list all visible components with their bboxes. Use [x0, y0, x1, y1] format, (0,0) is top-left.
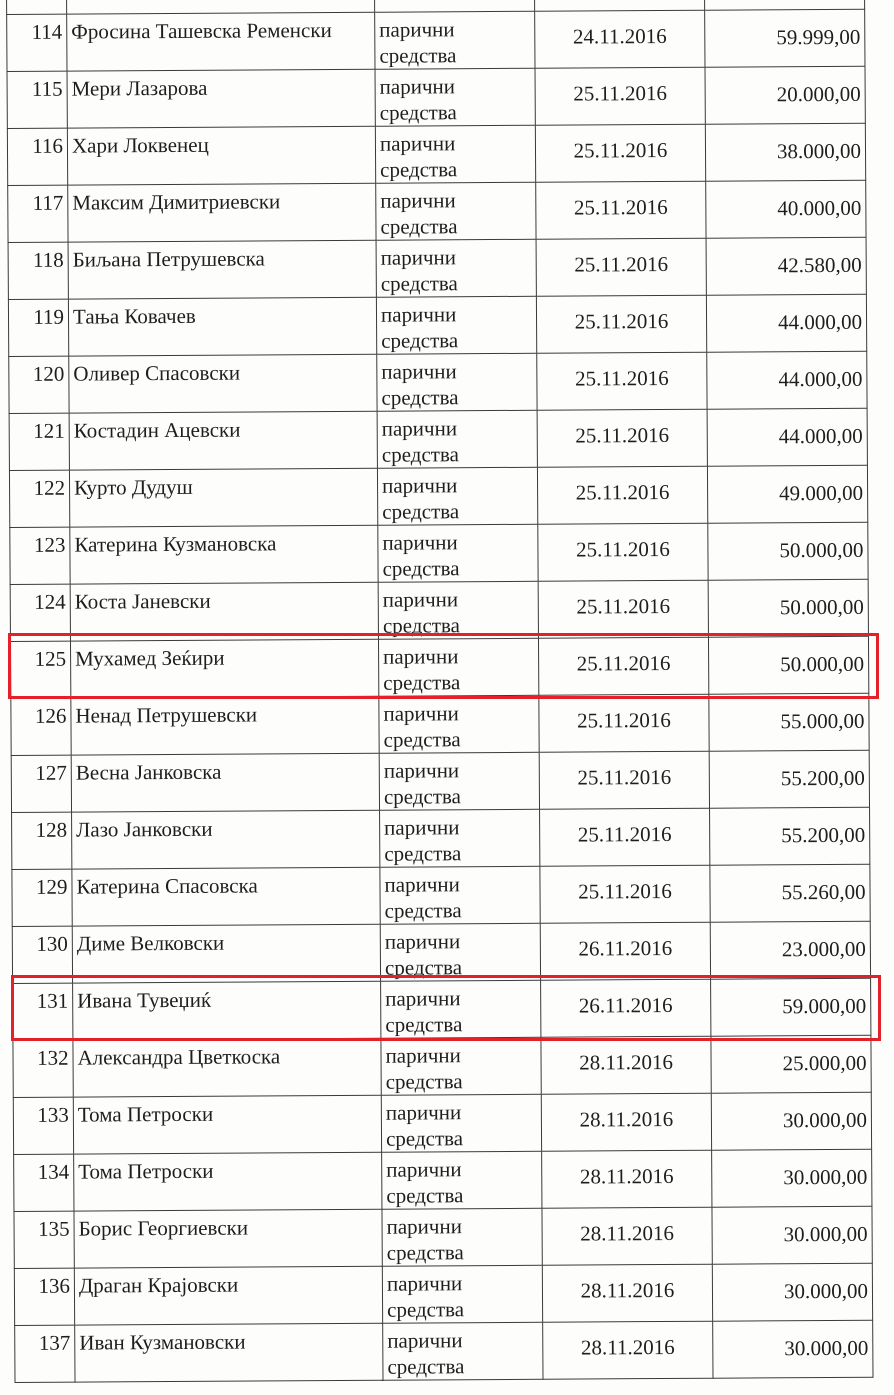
donation-amount: 44.000,00	[707, 351, 867, 409]
donation-type-line2: средства	[379, 100, 457, 125]
donation-date: 28.11.2016	[542, 1150, 712, 1208]
donation-amount: 55.200,00	[709, 750, 869, 808]
donor-name: Катерина Кузмановска	[70, 525, 378, 584]
donation-type-line2: средства	[387, 1297, 465, 1322]
donation-type-line1: парични	[380, 188, 456, 213]
donation-type-line2: средства	[385, 1126, 464, 1151]
donation-type	[375, 11, 535, 69]
donation-type-line2: средства	[385, 1069, 463, 1094]
row-number: 124	[10, 584, 70, 641]
donation-type-line1: парични	[386, 1214, 462, 1239]
table-row	[9, 408, 867, 470]
donation-date: 25.11.2016	[538, 580, 708, 638]
table-row	[10, 636, 868, 698]
donation-type-line1: парични	[387, 1328, 463, 1353]
donation-type-line1: парични	[384, 872, 460, 897]
row-number: 117	[8, 185, 68, 242]
donation-type-line2: средства	[382, 613, 460, 638]
table-row	[9, 465, 867, 527]
donation-type	[383, 1322, 543, 1380]
donation-type-line1: парични	[379, 17, 455, 42]
donation-type-line2: средства	[385, 1012, 463, 1037]
donation-type	[382, 1265, 542, 1323]
donation-type-line1: парични	[383, 644, 459, 669]
row-number: 125	[10, 641, 70, 698]
table-row	[11, 750, 869, 812]
donation-amount: 44.000,00	[706, 294, 866, 352]
donation-type-line2: средства	[380, 214, 458, 239]
table-row	[10, 522, 868, 584]
table-row	[7, 66, 865, 128]
table-row	[13, 1035, 871, 1097]
donation-type-line2: средства	[381, 328, 459, 353]
donation-type	[378, 638, 538, 696]
donation-type-line1: парични	[381, 359, 457, 384]
donation-amount: 50.000,00	[708, 636, 868, 694]
donor-name: Борис Георгиевски	[74, 1209, 382, 1268]
donor-name: Мухамед Зеќири	[70, 639, 378, 698]
donation-amount: 23.000,00	[710, 921, 870, 979]
donation-amount: 30.000,00	[712, 1263, 872, 1321]
row-number: 120	[9, 356, 69, 413]
donation-type-line1: парични	[380, 245, 457, 270]
table-row	[7, 123, 865, 185]
donation-type	[376, 296, 536, 354]
donation-type-line2: средства	[387, 1354, 465, 1379]
donor-name: Фросина Ташевска Ременски	[67, 12, 375, 71]
donation-type	[377, 467, 537, 525]
row-number: 128	[12, 812, 72, 869]
donation-amount: 25.000,00	[711, 1035, 871, 1093]
donation-amount: 55.000,00	[709, 693, 869, 751]
donation-amount: 50.000,00	[708, 522, 868, 580]
donation-type-line1: парични	[381, 416, 458, 441]
table-row	[14, 1263, 872, 1325]
donation-amount: 30.000,00	[712, 1149, 872, 1207]
table-row	[12, 921, 870, 983]
table-row	[8, 294, 866, 356]
donation-type	[379, 752, 539, 810]
row-number: 116	[7, 128, 67, 185]
donation-type-line2: средства	[381, 385, 459, 410]
donation-type	[377, 353, 537, 411]
row-number: 115	[7, 71, 67, 128]
table-row	[12, 864, 870, 926]
donation-type-line2: средства	[384, 898, 462, 923]
table-row	[15, 1320, 873, 1382]
donation-date: 25.11.2016	[538, 523, 708, 581]
donation-type	[375, 68, 535, 126]
table-row	[14, 1149, 872, 1211]
donation-type-line2: средства	[384, 841, 462, 866]
donor-name: Диме Велковски	[72, 924, 380, 983]
donor-name: Курто Дудуш	[69, 468, 377, 527]
donation-amount: 20.000,00	[705, 66, 865, 124]
donation-type-line2: средства	[382, 556, 460, 581]
donation-amount: 40.000,00	[706, 180, 866, 238]
donation-date: 25.11.2016	[537, 352, 707, 410]
donation-amount: 30.000,00	[713, 1320, 873, 1378]
donor-name: Драган Крајовски	[74, 1266, 382, 1325]
donation-date: 25.11.2016	[536, 181, 706, 239]
donation-date: 25.11.2016	[539, 694, 709, 752]
row-number: 131	[13, 983, 73, 1040]
donor-name: Биљана Петрушевска	[68, 240, 376, 299]
table-row	[7, 9, 865, 71]
donation-type-line1: парични	[386, 1271, 463, 1296]
donation-amount: 55.260,00	[710, 864, 870, 922]
donation-date: 28.11.2016	[542, 1207, 712, 1265]
donation-type	[380, 866, 540, 924]
donation-date: 28.11.2016	[542, 1264, 712, 1322]
donation-amount: 55.200,00	[710, 807, 870, 865]
donation-type-line1: парични	[385, 1100, 462, 1125]
donation-date: 24.11.2016	[535, 10, 705, 68]
table-row	[11, 693, 869, 755]
donation-type-line1: парични	[386, 1157, 462, 1182]
donation-date: 25.11.2016	[536, 295, 706, 353]
donation-type	[381, 1037, 541, 1095]
donor-name: Весна Јанковска	[71, 753, 379, 812]
donation-type-line1: парични	[381, 473, 458, 498]
donor-name: Катерина Спасовска	[72, 867, 380, 926]
donor-name: Иван Кузмановски	[75, 1323, 383, 1382]
donation-date: 25.11.2016	[538, 637, 708, 695]
donation-type	[375, 125, 535, 183]
donation-date: 25.11.2016	[535, 124, 705, 182]
row-number: 133	[13, 1097, 73, 1154]
donor-name: Лазо Јанковски	[72, 810, 380, 869]
donation-date: 28.11.2016	[543, 1321, 713, 1379]
row-number: 119	[8, 299, 68, 356]
donor-name: Хари Локвенец	[67, 126, 375, 185]
table-row	[8, 237, 866, 299]
donation-amount: 38.000,00	[705, 123, 865, 181]
donation-type-line2: средства	[380, 157, 458, 182]
donor-name: Костадин Ацевски	[69, 411, 377, 470]
donation-type-line2: средства	[381, 442, 459, 467]
row-number: 127	[11, 755, 71, 812]
row-number: 118	[8, 242, 68, 299]
donations-table-body	[7, 0, 873, 1382]
donation-type-line1: парични	[383, 758, 460, 783]
donation-date: 25.11.2016	[536, 238, 706, 296]
donation-date: 25.11.2016	[539, 751, 709, 809]
donation-amount: 59.999,00	[705, 9, 865, 67]
donation-type	[376, 239, 536, 297]
donation-type-line2: средства	[383, 784, 462, 809]
donation-type-line1: парични	[382, 530, 458, 555]
donation-type-line1: парични	[380, 302, 457, 327]
donation-type-line1: парични	[382, 587, 459, 612]
donation-date: 25.11.2016	[537, 409, 707, 467]
donations-table	[6, 0, 874, 1383]
row-number: 114	[7, 14, 67, 71]
donor-name: Тања Ковачев	[68, 297, 376, 356]
donation-type	[377, 410, 537, 468]
donation-type-line1: парични	[379, 74, 456, 99]
donor-name: Тома Петроски	[73, 1095, 381, 1154]
donation-type	[382, 1208, 542, 1266]
table-row	[8, 180, 866, 242]
donation-type	[378, 581, 538, 639]
donor-name: Мери Лазарова	[67, 69, 375, 128]
donation-date: 25.11.2016	[535, 67, 705, 125]
donation-type-line2: средства	[380, 271, 458, 296]
row-number: 130	[12, 926, 72, 983]
donation-type	[379, 695, 539, 753]
donation-amount: 49.000,00	[707, 465, 867, 523]
donor-name: Оливер Спасовски	[69, 354, 377, 413]
donation-type	[380, 923, 540, 981]
donor-name: Максим Димитриевски	[68, 183, 376, 242]
donation-type-line2: средства	[383, 727, 461, 752]
donation-date: 25.11.2016	[540, 865, 710, 923]
donor-name: Александра Цветкоска	[73, 1038, 381, 1097]
row-number: 134	[14, 1154, 74, 1211]
donation-date: 26.11.2016	[541, 979, 711, 1037]
donation-type-line1: парични	[384, 815, 460, 840]
donor-name: Ненад Петрушевски	[71, 696, 379, 755]
donation-type-line1: парични	[384, 929, 461, 954]
row-number: 135	[14, 1211, 74, 1268]
donation-date: 28.11.2016	[541, 1036, 711, 1094]
donation-amount: 30.000,00	[712, 1206, 872, 1264]
row-number: 123	[10, 527, 70, 584]
donation-type	[381, 1094, 541, 1152]
donation-date: 28.11.2016	[541, 1093, 711, 1151]
donation-date: 26.11.2016	[540, 922, 710, 980]
donation-date: 25.11.2016	[540, 808, 710, 866]
donation-amount: 59.000,00	[711, 978, 871, 1036]
table-row	[13, 978, 871, 1040]
table-row	[14, 1206, 872, 1268]
donation-type-line2: средства	[379, 43, 457, 68]
donation-type	[378, 524, 538, 582]
table-row	[12, 807, 870, 869]
donation-type-line2: средства	[383, 670, 461, 695]
table-row	[9, 351, 867, 413]
donation-type-line1: парични	[383, 701, 459, 726]
donation-type-line2: средства	[384, 955, 463, 980]
row-number: 132	[13, 1040, 73, 1097]
row-number: 126	[11, 698, 71, 755]
row-number: 121	[9, 413, 69, 470]
donor-name: Тома Петроски	[74, 1152, 382, 1211]
donation-type-line2: средства	[386, 1183, 464, 1208]
donation-type-line2: средства	[386, 1240, 464, 1265]
row-number: 129	[12, 869, 72, 926]
donation-type-line1: парични	[379, 131, 456, 156]
donation-type	[381, 980, 541, 1038]
table-row	[13, 1092, 871, 1154]
donation-type	[380, 809, 540, 867]
donation-type-line2: средства	[382, 499, 460, 524]
table-row	[10, 579, 868, 641]
row-number: 137	[15, 1325, 75, 1382]
donation-date: 25.11.2016	[537, 466, 707, 524]
row-number: 136	[14, 1268, 74, 1325]
row-number: 122	[9, 470, 69, 527]
donor-name: Коста Јаневски	[70, 582, 378, 641]
donation-amount: 42.580,00	[706, 237, 866, 295]
donation-type	[382, 1151, 542, 1209]
donation-amount: 30.000,00	[711, 1092, 871, 1150]
donor-name: Ивана Тувеџиќ	[73, 981, 381, 1040]
donation-type-line1: парични	[385, 986, 461, 1011]
donation-amount: 50.000,00	[708, 579, 868, 637]
donation-amount: 44.000,00	[707, 408, 867, 466]
donation-type	[376, 182, 536, 240]
donation-type-line1: парични	[385, 1043, 461, 1068]
